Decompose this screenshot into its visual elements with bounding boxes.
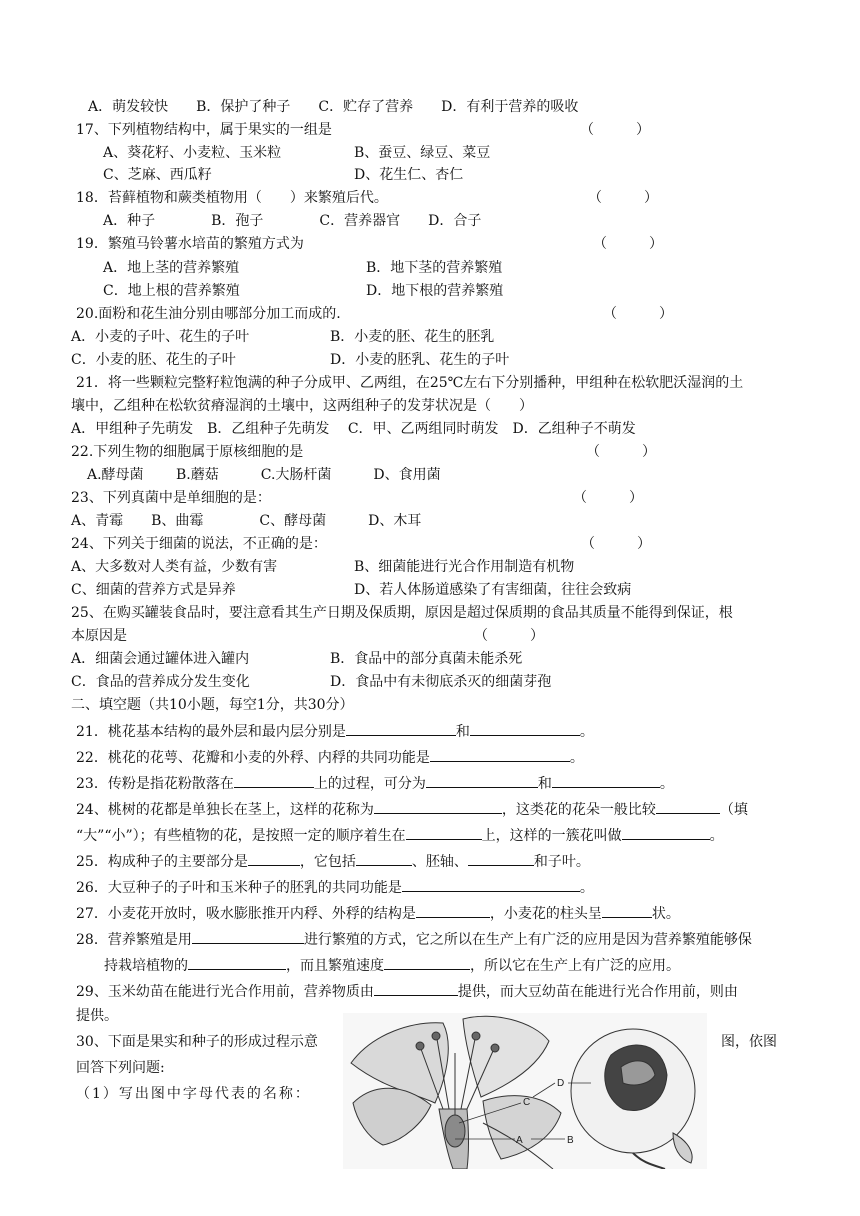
q20-option-b: B．小麦的胚、花生的胚乳 xyxy=(330,329,495,345)
q24-option-b: B、细菌能进行光合作用制造有机物 xyxy=(354,559,575,575)
answer-blank[interactable] xyxy=(552,772,660,788)
q20-option-d: D．小麦的胚乳、花生的子叶 xyxy=(330,352,510,368)
q18-options: A．种子 B．孢子 C．营养器官 D．合子 xyxy=(103,213,482,229)
q17-option-a: A、葵花籽、小麦粒、玉米粒 xyxy=(103,145,282,161)
q24-option-d: D、若人体肠道感染了有害细菌，往往会致病 xyxy=(354,582,632,598)
fill-q22: 22．桃花的花萼、花瓣和小麦的外稃、内稃的共同功能是 。 xyxy=(76,746,584,768)
fill-q21: 21．桃花基本结构的最外层和最内层分别是 和 。 xyxy=(76,720,594,742)
q19-option-d: D．地下根的营养繁殖 xyxy=(366,283,504,299)
answer-blank[interactable] xyxy=(602,902,652,918)
fill-q23: 23．传粉是指花粉散落在 上的过程，可分为 和 。 xyxy=(76,772,674,794)
q18-paren: （ ） xyxy=(588,190,658,206)
fill-q24-line2: “大”“小”）；有些植物的花，是按照一定的顺序着生在 上，这样的一簇花叫做 。 xyxy=(76,824,724,846)
answer-blank[interactable] xyxy=(430,746,570,762)
fill-q25: 25．构成种子的主要部分是 ，它包括 、胚轴、 和子叶。 xyxy=(76,850,590,872)
q24-option-c: C、细菌的营养方式是异养 xyxy=(71,582,236,598)
flower-fruit-diagram xyxy=(343,1013,707,1169)
q25-option-c: C．食品的营养成分发生变化 xyxy=(71,674,250,690)
label-c: C xyxy=(523,1097,531,1108)
q22-paren: （ ） xyxy=(586,444,656,460)
answer-blank[interactable] xyxy=(234,772,314,788)
q24-stem: 24、下列关于细菌的说法，不正确的是： xyxy=(71,536,327,552)
fill-q29-line1: 29、玉米幼苗在能进行光合作用前，营养物质由 提供，而大豆幼苗在能进行光合作用前，则由 xyxy=(76,980,738,1002)
q23-stem: 23、下列真菌中是单细胞的是： xyxy=(71,490,271,506)
q17-paren: （ ） xyxy=(580,122,650,138)
answer-blank[interactable] xyxy=(188,954,286,970)
q20-paren: （ ） xyxy=(603,306,673,322)
answer-blank[interactable] xyxy=(406,824,482,840)
answer-blank[interactable] xyxy=(192,928,304,944)
answer-blank[interactable] xyxy=(622,824,710,840)
fill-q30-line1: 30、下面是果实和种子的形成过程示意 xyxy=(76,1034,318,1050)
q19-paren: （ ） xyxy=(593,236,663,252)
label-d: D xyxy=(557,1078,565,1089)
q22-options: A.酵母菌 B.蘑菇 C.大肠杆菌 D、食用菌 xyxy=(87,467,441,483)
q19-option-a: A．地上茎的营养繁殖 xyxy=(103,260,240,276)
section-title-fill-in: 二、填空题（共10小题，每空1分，共30分） xyxy=(71,697,354,713)
q23-options: A、青霉 B、曲霉 C、酵母菌 D、木耳 xyxy=(71,513,422,529)
label-a: A xyxy=(516,1135,523,1146)
q19-option-b: B．地下茎的营养繁殖 xyxy=(366,260,503,276)
fill-q29-line2: 提供。 xyxy=(76,1008,118,1024)
answer-blank[interactable] xyxy=(426,772,538,788)
q23-paren: （ ） xyxy=(573,490,643,506)
q25-option-b: B．食品中的部分真菌未能杀死 xyxy=(330,651,523,667)
answer-blank[interactable] xyxy=(374,980,458,996)
q25-option-a: A．细菌会通过罐体进入罐内 xyxy=(71,651,250,667)
answer-blank[interactable] xyxy=(356,850,412,866)
answer-blank[interactable] xyxy=(346,720,456,736)
q21-stem-line2: 壤中，乙组种在松软贫瘠湿润的土壤中，这两组种子的发芽状况是（ ） xyxy=(71,398,533,414)
fill-q24-line1: 24、桃树的花都是单独长在茎上，这样的花称为 ，这类花的花朵一般比较 （填 xyxy=(76,798,748,820)
q20-option-a: A．小麦的子叶、花生的子叶 xyxy=(71,329,250,345)
answer-blank[interactable] xyxy=(248,850,300,866)
fill-q27: 27．小麦花开放时，吸水膨胀推开内稃、外稃的结构是 ，小麦花的柱头呈 状。 xyxy=(76,902,680,924)
q21-options: A．甲组种子先萌发 B．乙组种子先萌发 C．甲、乙两组同时萌发 D．乙组种子不萌发 xyxy=(71,421,636,437)
q25-stem-line1: 25、在购买罐装食品时，要注意看其生产日期及保质期，原因是超过保质期的食品其质量不能得到保证，根 xyxy=(71,605,733,621)
q24-option-a: A、大多数对人类有益，少数有害 xyxy=(71,559,278,575)
q19-option-c: C．地上根的营养繁殖 xyxy=(103,283,240,299)
fill-q26: 26．大豆种子的子叶和玉米种子的胚乳的共同功能是 。 xyxy=(76,876,594,898)
q20-option-c: C．小麦的胚、花生的子叶 xyxy=(71,352,236,368)
fill-q28-line2: 持栽培植物的 ，而且繁殖速度 ，所以它在生产上有广泛的应用。 xyxy=(104,954,680,976)
answer-blank[interactable] xyxy=(384,954,470,970)
q17-option-d: D、花生仁、杏仁 xyxy=(354,167,464,183)
q19-stem: 19．繁殖马铃薯水培苗的繁殖方式为 xyxy=(76,236,304,252)
q25-paren: （ ） xyxy=(474,628,544,644)
q16-options: A．萌发较快 B．保护了种子 C．贮存了营养 D．有利于营养的吸收 xyxy=(88,99,579,115)
fill-q30-subq1: （1）写出图中字母代表的名称： xyxy=(76,1086,311,1102)
answer-blank[interactable] xyxy=(468,850,534,866)
answer-blank[interactable] xyxy=(402,876,580,892)
q17-option-c: C、芝麻、西瓜籽 xyxy=(103,167,212,183)
q25-stem-line2: 本原因是 xyxy=(71,628,127,644)
q21-stem-line1: 21．将一些颗粒完整籽粒饱满的种子分成甲、乙两组，在25℃左右下分别播种，甲组种在松软肥沃湿润的土 xyxy=(76,375,744,391)
q22-stem: 22.下列生物的细胞属于原核细胞的是 xyxy=(71,444,304,460)
answer-blank[interactable] xyxy=(374,798,502,814)
fill-q30-line1-right: 图，依图 xyxy=(721,1034,777,1050)
label-b: B xyxy=(567,1135,574,1146)
fill-q28-line1: 28．营养繁殖是用 进行繁殖的方式，它之所以在生产上有广泛的应用是因为营养繁殖能够保 xyxy=(76,928,752,950)
q18-stem: 18．苔藓植物和蕨类植物用（ ）来繁殖后代。 xyxy=(76,190,388,206)
answer-blank[interactable] xyxy=(656,798,720,814)
q24-paren: （ ） xyxy=(581,536,651,552)
q20-stem: 20.面粉和花生油分别由哪部分加工而成的. xyxy=(76,306,341,322)
q17-option-b: B、蚕豆、绿豆、菜豆 xyxy=(354,145,491,161)
answer-blank[interactable] xyxy=(416,902,490,918)
fill-q30-line2: 回答下列问题: xyxy=(76,1060,165,1076)
q17-stem: 17、下列植物结构中，属于果实的一组是 xyxy=(76,122,332,138)
answer-blank[interactable] xyxy=(470,720,580,736)
q25-option-d: D．食品中有未彻底杀灭的细菌芽孢 xyxy=(330,674,552,690)
